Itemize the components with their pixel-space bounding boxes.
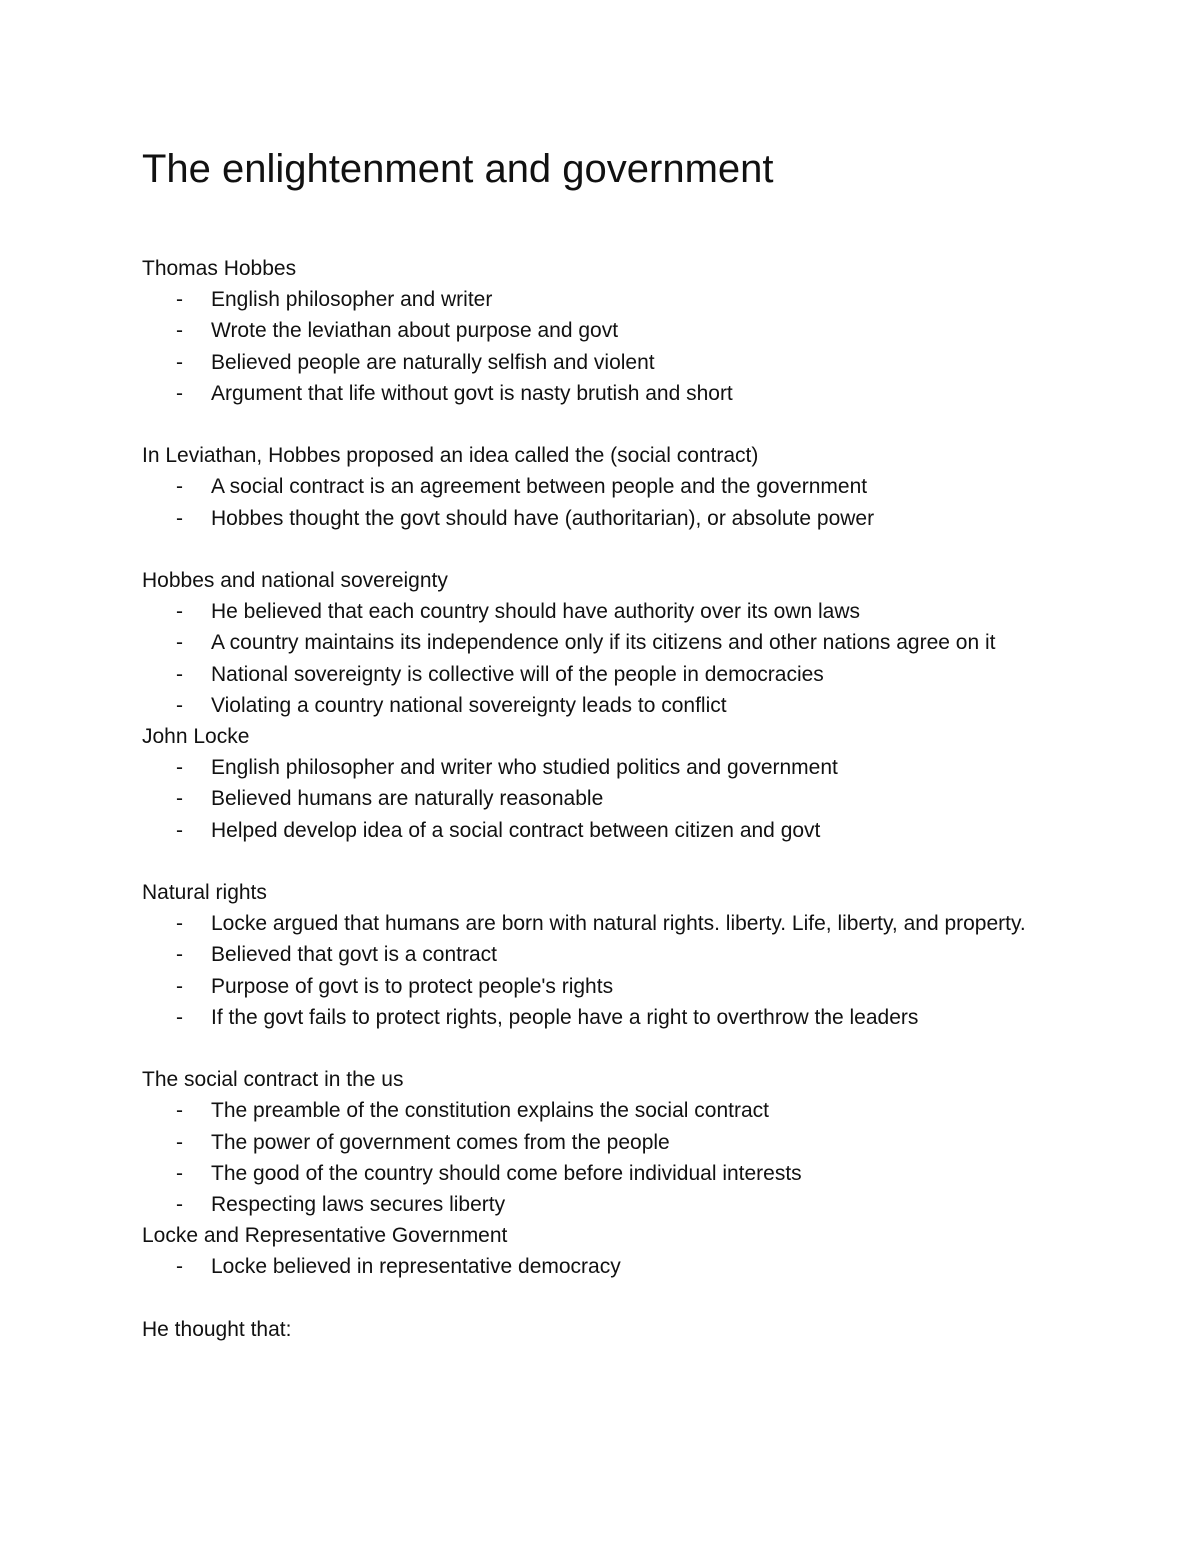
blank-line <box>142 409 1062 440</box>
list-item-text: English philosopher and writer <box>211 288 493 312</box>
section-heading: Natural rights <box>142 881 267 905</box>
section-heading: The social contract in the us <box>142 1068 404 1092</box>
dash-bullet: - <box>176 288 183 312</box>
dash-bullet: - <box>176 943 183 967</box>
dash-bullet: - <box>176 319 183 343</box>
dash-bullet: - <box>176 350 183 374</box>
list-item <box>142 1002 1062 1033</box>
section-representative-government <box>142 1220 1062 1282</box>
list-item-text: The good of the country should come before individual interests <box>211 1161 802 1185</box>
dash-bullet: - <box>176 1255 183 1279</box>
dash-bullet: - <box>176 756 183 780</box>
section-heading: John Locke <box>142 725 250 749</box>
list-item-text: National sovereignty is collective will of the people in democracies <box>211 662 824 686</box>
list-item <box>142 908 1062 939</box>
list-item-text: Locke believed in representative democracy <box>211 1255 621 1279</box>
bullet-list <box>142 1251 1062 1282</box>
blank-line <box>142 846 1062 877</box>
bullet-list <box>142 471 1062 533</box>
list-item <box>142 971 1062 1002</box>
list-item-text: Believed humans are naturally reasonable <box>211 787 604 811</box>
list-item-text: A country maintains its independence only if its citizens and other nations agree on it <box>211 631 996 655</box>
bullet-list <box>142 596 1062 721</box>
list-item-text: Believed that govt is a contract <box>211 943 497 967</box>
dash-bullet: - <box>176 1161 183 1185</box>
list-item-text: The preamble of the constitution explains the social contract <box>211 1099 769 1123</box>
list-item-text: Purpose of govt is to protect people's rights <box>211 974 614 998</box>
list-item <box>142 471 1062 502</box>
dash-bullet: - <box>176 600 183 624</box>
section-national-sovereignty <box>142 565 1062 721</box>
list-item <box>142 347 1062 378</box>
bullet-list <box>142 1095 1062 1220</box>
dash-bullet: - <box>176 506 183 530</box>
section-thomas-hobbes <box>142 253 1062 409</box>
list-item <box>142 815 1062 846</box>
section-heading: Hobbes and national sovereignty <box>142 569 448 592</box>
section-heading: He thought that: <box>142 1317 292 1341</box>
blank-line <box>142 1033 1062 1064</box>
bullet-list <box>142 908 1062 1033</box>
section-heading: Locke and Representative Government <box>142 1224 508 1248</box>
list-item <box>142 1095 1062 1126</box>
dash-bullet: - <box>176 974 183 998</box>
dash-bullet: - <box>176 1005 183 1029</box>
list-item-text: Believed people are naturally selfish and violent <box>211 350 655 374</box>
bullet-list <box>142 752 1062 846</box>
list-item <box>142 659 1062 690</box>
dash-bullet: - <box>176 693 183 717</box>
list-item <box>142 596 1062 627</box>
list-item <box>142 1127 1062 1158</box>
list-item-text: Argument that life without govt is nasty brutish and short <box>211 381 733 405</box>
list-item-text: Wrote the leviathan about purpose and govt <box>211 319 619 343</box>
list-item <box>142 378 1062 409</box>
section-john-locke <box>142 721 1062 846</box>
blank-line <box>142 1283 1062 1314</box>
list-item <box>142 284 1062 315</box>
list-item <box>142 939 1062 970</box>
list-item-text: He believed that each country should have authority over its own laws <box>211 600 861 624</box>
list-item <box>142 752 1062 783</box>
dash-bullet: - <box>176 475 183 499</box>
list-item-text: A social contract is an agreement between people and the government <box>211 475 868 499</box>
document-body <box>142 253 1062 1345</box>
dash-bullet: - <box>176 912 183 936</box>
section-natural-rights <box>142 877 1062 1033</box>
list-item-text: English philosopher and writer who studied politics and government <box>211 756 838 780</box>
section-heading: In Leviathan, Hobbes proposed an idea called the (social contract) <box>142 444 759 468</box>
list-item-text: Helped develop idea of a social contract between citizen and govt <box>211 818 821 842</box>
section-he-thought-that <box>142 1314 1062 1345</box>
section-heading: Thomas Hobbes <box>142 257 297 280</box>
dash-bullet: - <box>176 662 183 686</box>
section-social-contract-us <box>142 1064 1062 1220</box>
list-item <box>142 315 1062 346</box>
bullet-list <box>142 284 1062 409</box>
dash-bullet: - <box>176 381 183 405</box>
list-item-text: Respecting laws secures liberty <box>211 1193 506 1217</box>
dash-bullet: - <box>176 1193 183 1217</box>
list-item <box>142 627 1062 658</box>
list-item-text: The power of government comes from the people <box>211 1130 670 1154</box>
list-item <box>142 1251 1062 1282</box>
list-item <box>142 503 1062 534</box>
blank-line <box>142 534 1062 565</box>
dash-bullet: - <box>176 818 183 842</box>
list-item-text: Hobbes thought the govt should have (authoritarian), or absolute power <box>211 506 875 530</box>
section-social-contract <box>142 440 1062 534</box>
dash-bullet: - <box>176 787 183 811</box>
list-item <box>142 1189 1062 1220</box>
dash-bullet: - <box>176 1099 183 1123</box>
dash-bullet: - <box>176 1130 183 1154</box>
list-item-text: Locke argued that humans are born with natural rights. liberty. Life, liberty, and property. <box>211 912 1026 936</box>
document-title: The enlightenment and government <box>142 147 774 191</box>
list-item-text: Violating a country national sovereignty leads to conflict <box>211 693 727 717</box>
list-item <box>142 690 1062 721</box>
list-item <box>142 1158 1062 1189</box>
list-item <box>142 783 1062 814</box>
dash-bullet: - <box>176 631 183 655</box>
list-item-text: If the govt fails to protect rights, people have a right to overthrow the leaders <box>211 1005 919 1029</box>
